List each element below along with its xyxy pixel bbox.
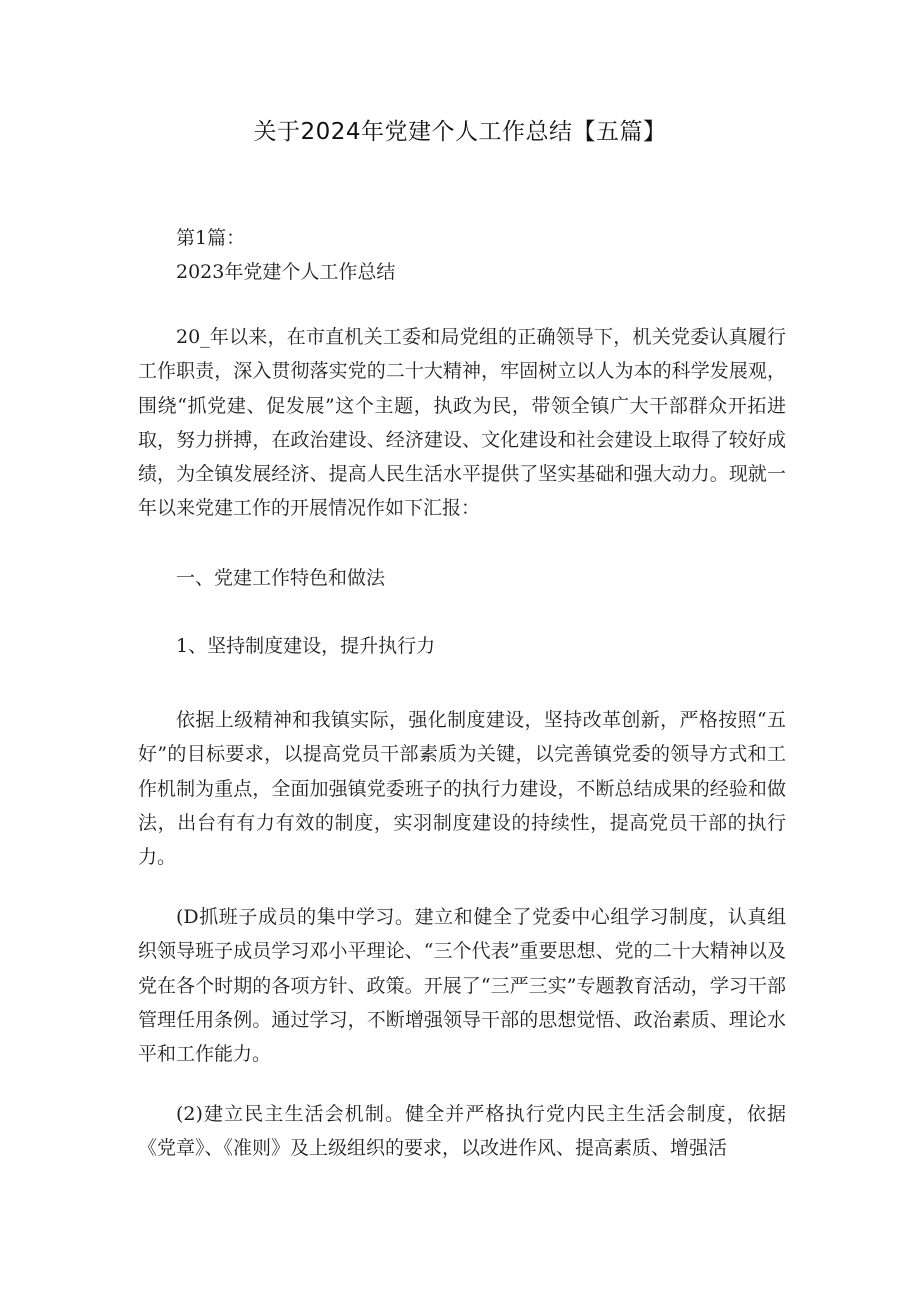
document-title: 关于2024年党建个人工作总结【五篇】 bbox=[253, 119, 667, 145]
subsection-paragraph: 依据上级精神和我镇实际，强化制度建设，坚持改革创新，严格按照“五好”的目标要求，以提高党员干部素质为关键，以完善镇党委的领导方式和工作机制为重点，全面加强镇党委班子的执行力建设，不断总结成果的经验和做法，出台有有力有效的制度，实羽制度建设的持续性，提高党员干部的执行力。 bbox=[138, 709, 786, 869]
part-title: 2023年党建个人工作总结 bbox=[176, 261, 396, 283]
subsection-heading: 1、坚持制度建设，提升执行力 bbox=[176, 635, 436, 657]
item-paragraph-democratic-life: (2)建立民主生活会机制。健全并严格执行党内民主生活会制度，依据《党章》、《准则》及上级组织的要求，以改进作风、提高素质、增强活 bbox=[138, 1103, 786, 1160]
section-heading: 一、党建工作特色和做法 bbox=[176, 567, 386, 589]
item-paragraph-study: (D抓班子成员的集中学习。建立和健全了党委中心组学习制度，认真组织领导班子成员学习邓小平理论、“三个代表”重要思想、党的二十大精神以及党在各个时期的各项方针、政策。开展了“三严三实”专题教育活动，学习干部管理任用条例。通过学习，不断增强领导干部的思想觉悟、政治素质、理论水平和工作能力。 bbox=[138, 906, 786, 1066]
intro-paragraph: 20_年以来，在市直机关工委和局党组的正确领导下，机关党委认真履行工作职责，深入贯彻落实党的二十大精神，牢固树立以人为本的科学发展观，围绕“抓党建、促发展”这个主题，执政为民，带领全镇广大干部群众开拓进取，努力拼搏，在政治建设、经济建设、文化建设和社会建设上取得了较好成绩，为全镇发展经济、提高人民生活水平提供了坚实基础和强大动力。现就一年以来党建工作的开展情况作如下汇报： bbox=[138, 326, 786, 520]
part-label: 第1篇： bbox=[176, 227, 246, 249]
